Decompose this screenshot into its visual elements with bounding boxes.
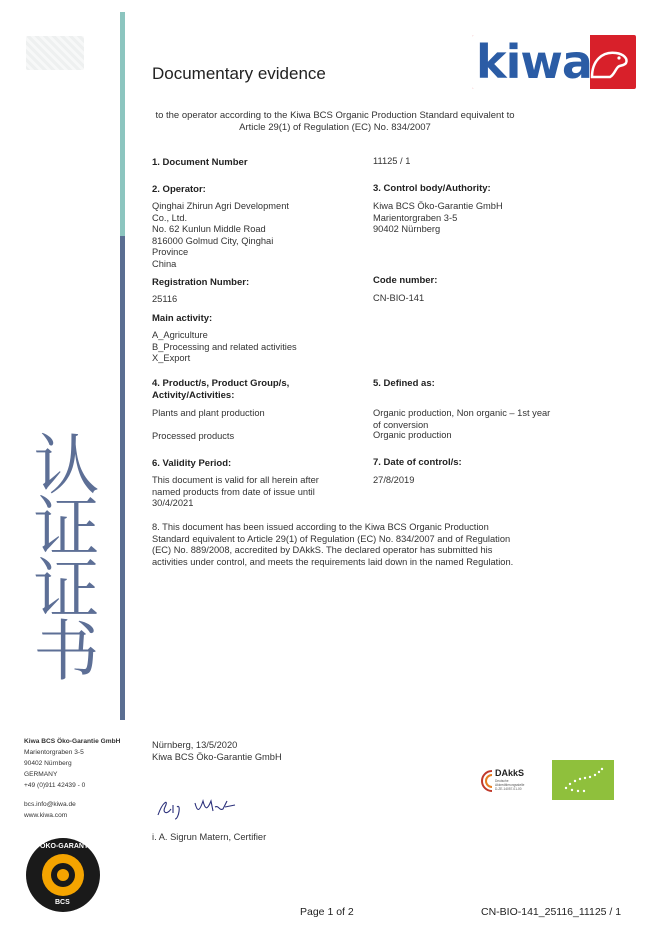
document-title: Documentary evidence (152, 64, 326, 83)
kiwa-logo (472, 35, 636, 89)
main-activity-list (152, 330, 297, 365)
address-line: No. 62 Kunlun Middle Road (152, 224, 266, 234)
code-label: Code number: (373, 275, 438, 286)
place-date: Nürnberg, 13/5/2020 (152, 740, 238, 750)
address-line: Province (152, 247, 189, 257)
beaver-icon (588, 43, 632, 83)
seal-top-text: ÖKO-GARANTIE (40, 843, 95, 850)
dakks-line: Akkreditierungsstelle (495, 783, 525, 787)
defined-label: 5. Defined as: (373, 378, 435, 389)
company-city: 90402 Nürnberg (24, 760, 72, 767)
signatory: i. A. Sigrun Matern, Certifier (152, 832, 267, 842)
issue-block (152, 740, 282, 763)
document-id: CN-BIO-141_25116_11125 / 1 (481, 906, 622, 918)
eu-organic-logo (552, 760, 614, 800)
statement-paragraph (152, 522, 552, 568)
subtitle-line: Article 29(1) of Regulation (EC) No. 834/2007 (239, 122, 431, 133)
dakks-mark-icon (480, 770, 494, 792)
signature-image (155, 793, 245, 821)
validity-line: 30/4/2021 (152, 498, 194, 508)
statement-line: Standard equivalent to Article 29(1) of Regulation (EC) No. 834/2007 and of Regulation (152, 533, 511, 544)
vertical-certificate-text: 认证证书 (22, 430, 99, 678)
dakks-line: Deutsche (495, 779, 509, 783)
dakks-logo (480, 768, 548, 798)
date-of-control-label: 7. Date of control/s: (373, 457, 462, 468)
statement-line: (EC) No. 889/2008, accredited by DAkkS. The declared operator has submitted his (152, 545, 493, 555)
definition-line: Organic production, Non organic – 1st year (373, 408, 551, 418)
company-email[interactable]: bcs.info@kiwa.de (24, 801, 76, 808)
dakks-line: D-ZE-14057-01-00 (495, 787, 522, 791)
company-street: Marientorgraben 3-5 (24, 749, 84, 756)
validity-line: This document is valid for all herein after (152, 475, 319, 485)
company-address (24, 736, 120, 821)
oeko-garantie-seal (26, 838, 100, 912)
registration-label: Registration Number: (152, 277, 250, 288)
statement-line: 8. This document has been issued according to the Kiwa BCS Organic Production (152, 522, 489, 532)
label-line: 4. Product/s, Product Group/s, (152, 378, 290, 389)
doc-number-label: 1. Document Number (152, 157, 248, 168)
products-label (152, 378, 289, 402)
kiwa-logo-text: kiwa (476, 35, 592, 89)
main-activity-label: Main activity: (152, 313, 213, 324)
address-line: Marientorgraben 3-5 (373, 212, 458, 223)
label-line: Activity/Activities: (152, 390, 235, 401)
product-2: Processed products (152, 431, 235, 441)
list-item: B_Processing and related activities (152, 341, 297, 352)
company-name: Kiwa BCS Öko-Garantie GmbH (24, 738, 121, 745)
issuer: Kiwa BCS Öko-Garantie GmbH (152, 751, 282, 762)
company-web[interactable]: www.kiwa.com (24, 812, 68, 819)
address-line: 816000 Golmud City, Qinghai (152, 235, 274, 246)
document-subtitle (145, 110, 525, 134)
operator-label: 2. Operator: (152, 184, 206, 195)
address-line: Kiwa BCS Öko-Garantie GmbH (373, 201, 503, 211)
seal-bottom-text: BCS (55, 899, 70, 906)
validity-label: 6. Validity Period: (152, 458, 232, 469)
address-line: Qinghai Zhirun Agri Development (152, 201, 289, 211)
control-body-address (373, 201, 503, 236)
statement-line: activities under control, and meets the requirements laid down in the named Regulation. (152, 556, 514, 567)
definition-line: of conversion (373, 419, 429, 430)
subtitle-line: to the operator according to the Kiwa BCS Organic Production Standard equivalent to (155, 110, 515, 121)
list-item: A_Agriculture (152, 330, 208, 340)
embossed-stamp (26, 36, 84, 70)
eu-leaf-icon (552, 760, 614, 800)
signature-icon (155, 793, 245, 821)
dakks-name: DAkkS (495, 768, 525, 778)
control-body-label: 3. Control body/Authority: (373, 183, 491, 194)
address-line: China (152, 258, 177, 269)
page-number: Page 1 of 2 (300, 906, 354, 918)
product-1-definition (373, 408, 550, 431)
side-bar (120, 236, 125, 720)
address-line: Co., Ltd. (152, 212, 188, 223)
doc-number-value: 11125 / 1 (373, 156, 411, 166)
product-1: Plants and plant production (152, 408, 265, 418)
side-bar-top (120, 12, 125, 236)
list-item: X_Export (152, 353, 191, 363)
company-country: GERMANY (24, 771, 58, 778)
product-2-definition: Organic production (373, 430, 452, 440)
code-value: CN-BIO-141 (373, 293, 425, 303)
company-phone: +49 (0)911 42439 - 0 (24, 782, 86, 789)
validity-text (152, 475, 319, 510)
registration-value: 25116 (152, 294, 178, 304)
address-line: 90402 Nürnberg (373, 224, 441, 234)
date-of-control-value: 27/8/2019 (373, 475, 415, 485)
validity-line: named products from date of issue until (152, 486, 315, 497)
operator-address (152, 201, 289, 270)
